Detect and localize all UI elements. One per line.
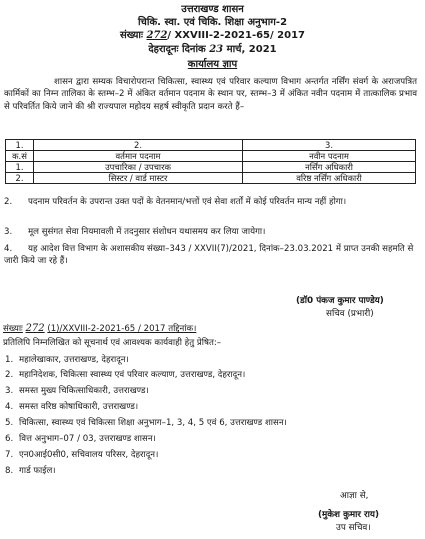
point-item [4,226,417,238]
reference-number [0,30,425,42]
table-cell: 2. [6,173,34,184]
list-number: 6. [5,434,14,444]
point-text: पदनाम परिवर्तन के उपरान्त उक्त पदों के वेतनमान/भत्तों एवं सेवा शर्तों में कोई परिवर्तन मान्य नहीं होगा। [28,197,347,207]
list-item [5,418,287,428]
date-prefix: देहरादूनः दिनांक [148,44,206,55]
list-item [5,355,129,365]
list-text: समस्त मुख्य चिकित्साधिकारी, उत्तराखण्ड। [19,386,149,396]
list-item [5,402,138,412]
table-cell: सिस्टर / वार्ड मास्टर [34,173,243,184]
list-number: 4. [5,402,14,412]
copy-ref-handwritten-number: 272 [25,323,45,334]
point-item [4,243,417,267]
table-row [6,162,416,173]
point-text: मूल सुसंगत सेवा नियमावली में तदनुसार संशोधन यथासमय कर लिया जायेगा। [28,227,266,237]
reference-handwritten-number: 272 [146,30,168,41]
list-number: 3. [5,386,14,396]
by-order-text: आज्ञा से, [340,491,369,501]
table-cell: वरिष्ठ नर्सिंग अधिकारी [243,173,416,184]
date-suffix: मार्च, 2021 [226,44,277,55]
table-col-number: 1. [6,140,34,151]
point-number: 2. [4,197,13,207]
issue-date [0,44,425,56]
table-column-number-row [6,140,416,151]
list-number: 5. [5,418,14,428]
intro-paragraph: शासन द्वारा सम्यक विचारोपरान्त चिकित्सा, स्वास्थ्य एवं परिवार कल्याण विभाग अन्तर्गत नर्सिंग संवर्ग के अराजपत्रित कार्मिकों का निम्न तालिका के स्तम्भ–2 में अंकित वर्तमान पदनाम के स्थान पर, स्तम्भ–3 में अंकित नवीन पदनाम में तात्कालिक प्रभाव से परिवर्तित किये जाने की श्री राज्यपाल महोदय सहर्ष स्वीकृति प्रदान करते हैं– [4,77,417,112]
list-text: समस्त वरिष्ठ कोषाधिकारी, उत्तराखण्ड। [19,402,139,412]
list-number: 2. [5,370,14,380]
list-text: महालेखाकार, उत्तराखण्ड, देहरादून। [19,355,129,365]
table-cell: नर्सिंग अधिकारी [243,162,416,173]
table-header: नवीन पदनाम [243,151,416,162]
signatory-title: सचिव (प्रभारी) [326,309,374,319]
table-header-row [6,151,416,162]
list-text: वित्त अनुभाग–07 / 03, उत्तराखण्ड शासन। [19,434,156,444]
document-title: कार्यालय ज्ञाप [187,59,238,70]
list-item [5,466,56,476]
list-text: चिकित्सा, स्वास्थ्य एवं चिकित्सा शिक्षा अनुभाग–1, 3, 4, 5 एवं 6, उत्तराखण्ड शासन। [19,418,287,428]
date-handwritten-day: 23 [209,44,224,55]
list-item [5,386,149,396]
copy-ref-prefix: संख्याः [3,324,23,334]
department-section: चिकि. स्वा. एवं चिकि. शिक्षा अनुभाग-2 [137,17,288,28]
table-cell: 1. [6,162,34,173]
deputy-secretary-name: (मुकेश कुमार राय) [318,510,380,520]
point-item [4,196,417,208]
list-item [5,450,158,460]
list-number: 1. [5,355,14,365]
signatory-name: (डॉ0 पंकज कुमार पाण्डेय) [296,296,384,306]
list-text: महानिदेशक, चिकित्सा स्वास्थ्य एवं परिवार कल्याण, उत्तराखण्ड, देहरादून। [19,370,246,380]
list-text: गार्ड फाईल। [19,466,56,476]
list-number: 7. [5,450,14,460]
government-name: उत्तराखण्ड शासन [181,4,244,15]
designation-table [5,139,416,184]
reference-prefix: संख्याः [120,30,144,41]
table-row [6,173,416,184]
list-number: 8. [5,466,14,476]
copy-ref-suffix: (1)/XXVIII-2-2021-65 / 2017 तद्दिनांक। [47,324,197,334]
table-col-number: 2. [34,140,243,151]
deputy-secretary-title: उप सचिव। [336,523,371,533]
copy-reference [3,323,196,335]
copy-intro: प्रतिलिपि निम्नलिखित को सूचनार्थ एवं आवश्यक कार्यवाही हेतु प्रेषित:– [3,338,222,348]
point-number: 3. [4,227,13,237]
reference-suffix: / XXVIII-2-2021-65/ 2017 [167,30,305,41]
table-col-number: 3. [243,140,416,151]
list-item [5,370,245,380]
table-header: वर्तमान पदनाम [34,151,243,162]
table-cell: उपचारिका / उपचारक [34,162,243,173]
point-text: यह आदेश वित्त विभाग के अशासकीय संख्या–343 / XXVII(7)/2021, दिनांक–23.03.2021 में प्राप्त उनकी सहमति से जारी किये जा रहे हैं। [4,244,414,266]
table-header: क.सं [6,151,34,162]
list-text: एन0आई0सी0, सचिवालय परिसर, देहरादून। [19,450,159,460]
list-item [5,434,156,444]
point-number: 4. [4,244,13,254]
